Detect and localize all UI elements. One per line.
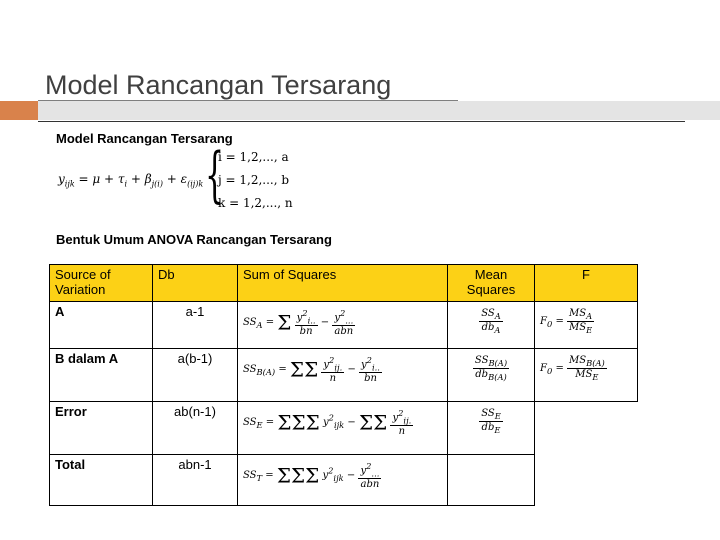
brace-symbol: { [205,140,225,210]
ms-formula-error: $\frac{SS_E}{db_E}$ [448,402,535,455]
model-equation: $y_{ijk} = \mu + \tau_i + \beta_{j(i)} + \varepsilon_{(ij)k}$ [58,172,204,189]
anova-heading: Bentuk Umum ANOVA Rancangan Tersarang [56,232,332,247]
db-cell: ab(n-1) [153,402,238,455]
empty-cell [535,455,638,506]
source-cell: B dalam A [50,349,153,402]
table-row [50,402,638,455]
anova-table [49,264,638,506]
table-row [50,302,638,349]
header-band [38,101,720,120]
ms-formula-b: $\frac{SS_{B(A)}}{db_{B(A)}}$ [448,349,535,402]
empty-cell [535,402,638,455]
ms-formula-a: $\frac{SS_A}{db_A}$ [448,302,535,349]
ss-formula-total: $SS_T = \Sigma\Sigma\Sigma$ $y^2_{ijk}$ − $\frac{y^2_{...}}{\text{abn}}$ [238,455,448,506]
f-formula-b: $F_0$ = $\frac{MS_{B(A)}}{MS_E}$ [535,349,638,402]
index-j: j = 1,2,..., b [218,173,290,187]
header-mean-squares: Mean Squares [448,265,535,302]
index-i: i = 1,2,..., a [218,150,289,164]
db-cell: abn-1 [153,455,238,506]
accent-bar [0,101,38,120]
db-cell: a(b-1) [153,349,238,402]
f-formula-a: $F_0$ = $\frac{MS_A}{MS_E}$ [535,302,638,349]
header-sum-of-squares: Sum of Squares [238,265,448,302]
empty-cell [448,455,535,506]
ss-formula-a: $SS_A = \Sigma$ $\frac{y^2_{i..}}{bn}$ − $\frac{y^2_{...}}{\text{abn}}$ [238,302,448,349]
index-k: k = 1,2,..., n [218,196,293,210]
ss-formula-b: $SS_{B(A)} = \Sigma\Sigma$ $\frac{y^2_{ij.}}{n}$ − $\frac{y^2_{i..}}{bn}$ [238,349,448,402]
source-cell: Error [50,402,153,455]
table-row [50,349,638,402]
header-db: Db [153,265,238,302]
source-cell: A [50,302,153,349]
header-source: Source of Variation [50,265,153,302]
source-cell: Total [50,455,153,506]
divider-line [38,121,685,122]
db-cell: a-1 [153,302,238,349]
header-f: F [535,265,638,302]
model-heading: Model Rancangan Tersarang [56,131,233,146]
table-header-row [50,265,638,302]
table-row [50,455,638,506]
slide-title: Model Rancangan Tersarang [45,70,392,100]
ss-formula-error: $SS_E = \Sigma\Sigma\Sigma$ $y^2_{ijk} - \Sigma\Sigma$ $\frac{y^2_{ij.}}{n}$ [238,402,448,455]
